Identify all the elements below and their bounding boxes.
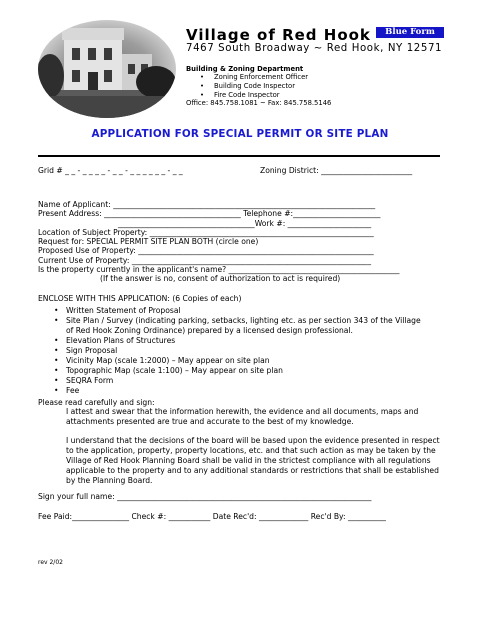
enclosure-item: • Fee	[54, 386, 421, 396]
village-title: Village of Red Hook	[186, 26, 371, 44]
ownership-note: (If the answer is no, consent of authorization to act is required)	[100, 274, 341, 283]
enclosure-item: • Vicinity Map (scale 1:2000) – May appear on site plan	[54, 356, 421, 366]
officer-item: • Fire Code Inspector	[200, 91, 308, 100]
work-phone-field[interactable]: ____________________________________Work #: ______________________	[118, 219, 372, 228]
grid-number-field[interactable]: Grid # _ _ - _ _ _ _ - _ _ - _ _ _ _ _ _ - _ _	[38, 166, 183, 175]
present-address-field[interactable]: Present Address: ____________________________________ Telephone #:_______________________	[38, 209, 381, 218]
officer-list	[200, 73, 308, 100]
enclose-heading: ENCLOSE WITH THIS APPLICATION: (6 Copies of each)	[38, 294, 242, 303]
heading-divider	[38, 155, 440, 157]
building-illustration	[38, 20, 176, 118]
enclosure-item: • Sign Proposal	[54, 346, 421, 356]
enclosure-list	[54, 306, 421, 396]
understanding-paragraph: I understand that the decisions of the board will be based upon the evidence presented in respect to the application, property, property locations, etc. and that such action as may be taken by the Village of Red Hook Planning Board shall be valid in the strictest compliance with all regulations applicable to the property and to any additional standards or restrictions that shall be established by the Planning Board.	[66, 436, 440, 485]
enclosure-item-continued	[54, 326, 421, 336]
enclosure-item: • Topographic Map (scale 1:100) – May appear on site plan	[54, 366, 421, 376]
revision-label: rev 2/02	[38, 559, 63, 566]
enclosure-item: • Site Plan / Survey (indicating parking, setbacks, lighting etc. as per section 343 of the Village	[54, 316, 421, 326]
applicant-name-field[interactable]: Name of Applicant: _____________________________________________________________________	[38, 200, 376, 209]
department-name: Building & Zoning Department	[186, 65, 304, 73]
request-type-field[interactable]: Request for: SPECIAL PERMIT SITE PLAN BOTH (circle one)	[38, 237, 259, 246]
zoning-district-field[interactable]: Zoning District: ________________________	[260, 166, 413, 175]
office-contact: Office: 845.758.1081 ~ Fax: 845.758.5146	[186, 99, 332, 107]
enclosure-item: • SEQRA Form	[54, 376, 421, 386]
officer-item: • Building Code Inspector	[200, 82, 308, 91]
ownership-question-field[interactable]: Is the property currently in the applicant's name? _____________________________________________	[38, 265, 400, 274]
proposed-use-field[interactable]: Proposed Use of Property: ______________________________________________________________	[38, 246, 374, 255]
signature-field[interactable]: Sign your full name: ___________________________________________________________________	[38, 492, 372, 501]
blue-form-badge: Blue Form	[376, 27, 444, 38]
officer-item: • Zoning Enforcement Officer	[200, 73, 308, 82]
enclosure-item: • Written Statement of Proposal	[54, 306, 421, 316]
enclosure-item: • Elevation Plans of Structures	[54, 336, 421, 346]
village-hall-photo	[38, 20, 176, 118]
attest-heading: Please read carefully and sign:	[38, 398, 155, 407]
current-use-field[interactable]: Current Use of Property: _______________________________________________________________	[38, 256, 372, 265]
village-address: 7467 South Broadway ~ Red Hook, NY 12571	[186, 43, 443, 54]
document-title: APPLICATION FOR SPECIAL PERMIT OR SITE PLAN	[91, 128, 389, 140]
attest-paragraph: I attest and swear that the information herewith, the evidence and all documents, maps and attachments presented are true and accurate to the best of my knowledge.	[66, 407, 419, 426]
enclosure-item-continued-text: of Red Hook Zoning Ordinance) prepared by a licensed design professional.	[66, 326, 353, 335]
property-location-field[interactable]: Location of Subject Property: ___________________________________________________________	[38, 228, 374, 237]
office-use-fields[interactable]: Fee Paid:_______________ Check #: ___________ Date Rec'd: _____________ Rec'd By: __________	[38, 512, 386, 521]
